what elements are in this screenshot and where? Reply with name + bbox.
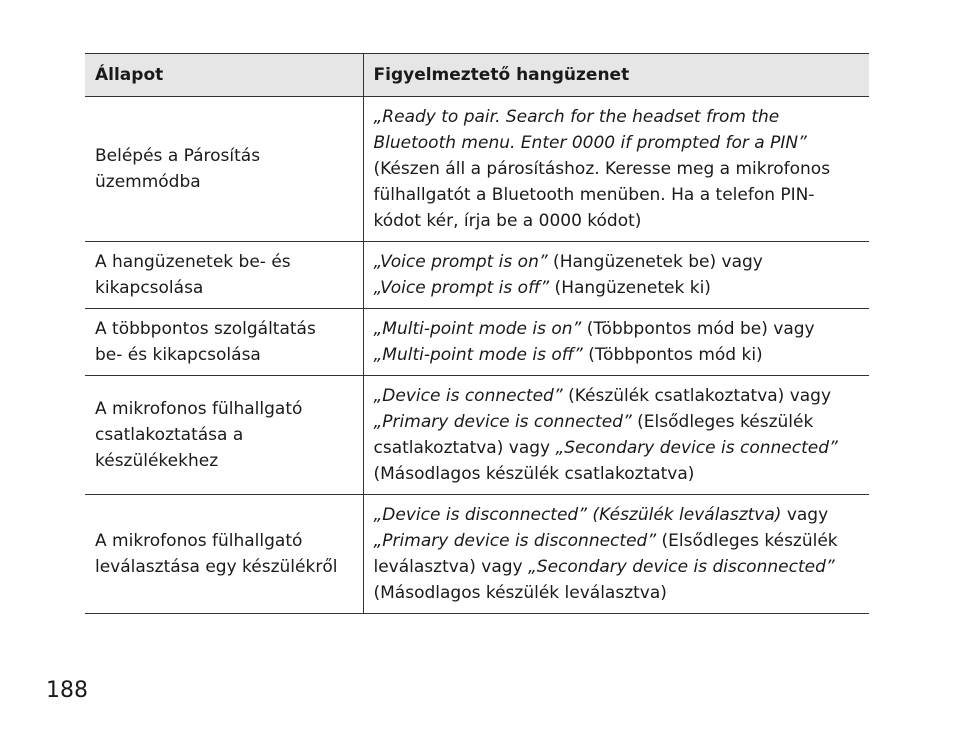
state-text: A mikrofonos fülhallgató [95, 399, 303, 419]
message-line [374, 182, 860, 208]
message-text: (Elsődleges készülék [656, 531, 838, 551]
state-text: csatlakoztatása a [95, 425, 244, 445]
state-text: A mikrofonos fülhallgató [95, 531, 303, 551]
message-line [374, 580, 860, 606]
message-text: (Hangüzenetek be) vagy [547, 252, 763, 272]
state-text: A hangüzenetek be- és [95, 252, 291, 272]
message-line [374, 104, 860, 130]
state-text: Belépés a Párosítás [95, 146, 261, 166]
table-row [85, 97, 869, 242]
message-text: kódot kér, írja be a 0000 kódot) [373, 211, 642, 231]
message-cell [363, 242, 869, 309]
quoted-prompt-text: „Multi-point mode is on” [373, 319, 582, 339]
state-cell [85, 309, 363, 376]
message-line [374, 528, 860, 554]
message-line [374, 316, 860, 342]
message-line [374, 435, 860, 461]
message-text: (Többpontos mód be) vagy [581, 319, 815, 339]
state-cell [85, 376, 363, 495]
state-text: kikapcsolása [95, 278, 204, 298]
message-cell [363, 309, 869, 376]
message-line [374, 275, 860, 301]
state-text: be- és kikapcsolása [95, 345, 261, 365]
table-row [85, 309, 869, 376]
page-number: 188 [46, 678, 88, 703]
message-text: (Elsődleges készülék [631, 412, 814, 432]
table-row [85, 242, 869, 309]
message-line [374, 383, 860, 409]
table-row [85, 495, 869, 614]
state-text: A többpontos szolgáltatás [95, 319, 316, 339]
message-text: leválasztva) vagy [373, 557, 528, 577]
quoted-prompt-text: „Primary device is connected” [373, 412, 632, 432]
quoted-prompt-text: „Ready to pair. Search for the headset from the [373, 107, 780, 127]
quoted-prompt-text: „Voice prompt is off” [373, 278, 550, 298]
warning-messages-table [85, 53, 869, 614]
state-cell [85, 97, 363, 242]
message-text: fülhallgatót a Bluetooth menüben. Ha a telefon PIN- [373, 185, 815, 205]
message-line [374, 208, 860, 234]
message-cell [363, 495, 869, 614]
message-line [374, 342, 860, 368]
state-text: üzemmódba [95, 172, 201, 192]
message-line [374, 249, 860, 275]
quoted-prompt-text: „Secondary device is disconnected” [528, 557, 835, 577]
message-text: vagy [781, 505, 829, 525]
quoted-prompt-text: „Device is disconnected” (Készülék leválasztva) [373, 505, 782, 525]
quoted-prompt-text: „Secondary device is connected” [555, 438, 838, 458]
message-text: csatlakoztatva) vagy [373, 438, 556, 458]
state-text: leválasztása egy készülékről [95, 557, 338, 577]
message-cell [363, 376, 869, 495]
quoted-prompt-text: „Primary device is disconnected” [373, 531, 657, 551]
message-line [374, 130, 860, 156]
message-text: (Hangüzenetek ki) [549, 278, 711, 298]
table-header-row [85, 54, 869, 97]
message-line [374, 156, 860, 182]
quoted-prompt-text: Bluetooth menu. Enter 0000 if prompted for a PIN” [373, 133, 807, 153]
message-cell [363, 97, 869, 242]
quoted-prompt-text: „Multi-point mode is off” [373, 345, 583, 365]
message-line [374, 409, 860, 435]
message-text: (Másodlagos készülék leválasztva) [373, 583, 667, 603]
message-text: (Készen áll a párosításhoz. Keresse meg a mikrofonos [373, 159, 831, 179]
message-line [374, 502, 860, 528]
message-line [374, 461, 860, 487]
quoted-prompt-text: „Device is connected” [373, 386, 563, 406]
message-text: (Másodlagos készülék csatlakoztatva) [373, 464, 695, 484]
message-text: (Készülék csatlakoztatva) vagy [562, 386, 832, 406]
quoted-prompt-text: „Voice prompt is on” [373, 252, 548, 272]
state-cell [85, 495, 363, 614]
header-state: Állapot [85, 54, 363, 97]
message-text: (Többpontos mód ki) [582, 345, 763, 365]
message-line [374, 554, 860, 580]
state-cell [85, 242, 363, 309]
table-row [85, 376, 869, 495]
header-voice-message: Figyelmeztető hangüzenet [363, 54, 869, 97]
state-text: készülékekhez [95, 451, 219, 471]
